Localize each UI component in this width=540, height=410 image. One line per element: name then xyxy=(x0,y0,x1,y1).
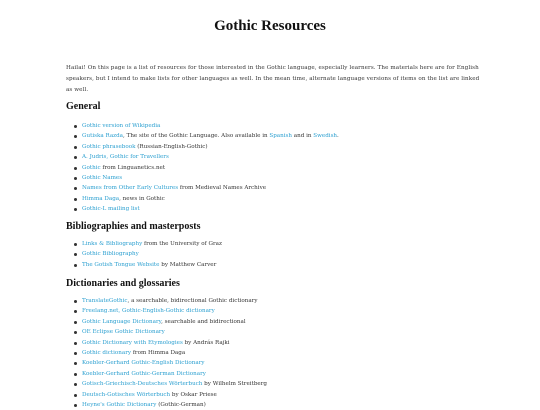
resource-link[interactable]: Gothic Bibliography xyxy=(82,251,139,258)
list-item xyxy=(66,152,339,162)
resource-link[interactable]: Gothic xyxy=(82,164,101,171)
resource-link[interactable]: OE Eclipse Gothic Dictionary xyxy=(82,329,165,336)
resource-link[interactable]: Gothic phrasebook xyxy=(82,143,136,150)
resource-link[interactable]: Gothic-L mailing list xyxy=(82,206,140,213)
list-item xyxy=(66,249,222,259)
resource-link[interactable]: TranslateGothic xyxy=(82,298,128,304)
list-item xyxy=(66,142,339,152)
list-item xyxy=(66,327,267,337)
resource-link[interactable]: Himma Daga xyxy=(82,195,120,202)
bibliographies-list xyxy=(66,239,222,270)
resource-link[interactable]: Deutsch-Gotisches Wörterbuch xyxy=(82,391,171,398)
resource-link[interactable]: Gutiska Razda xyxy=(82,133,124,140)
item-description: by Wilhelm Streitberg xyxy=(202,381,267,388)
list-item xyxy=(66,239,222,249)
resource-link[interactable]: Heyne's Gothic Dictionary xyxy=(82,401,157,408)
list-item xyxy=(66,204,339,214)
resource-link[interactable]: Gothic Names xyxy=(82,174,123,181)
resource-link[interactable]: Swedish xyxy=(313,133,338,140)
list-item xyxy=(66,348,267,358)
section-heading-bibliographies: Bibliographies and masterposts xyxy=(66,221,201,232)
intro-paragraph: Hailai! On this page is a list of resources for those interested in the Gothic language, especially learners. The materials here are for English speakers, but I intend to make lists for other languages as well. In the mean time, alternate language versions of items on the list are linked as well. xyxy=(66,65,480,93)
resource-link[interactable]: Koebler-Gerhard Gothic-German Dictionary xyxy=(82,370,206,377)
list-item xyxy=(66,358,267,368)
resource-link[interactable]: Gothic version of Wikipedia xyxy=(82,123,161,129)
resource-link[interactable]: Gothic Dictionary with Etymologies xyxy=(82,339,183,346)
item-description: , a searchable, bidirectional Gothic dictionary xyxy=(127,298,258,304)
resource-link[interactable]: Freelang.net, Gothic-English-Gothic dictionary xyxy=(82,308,215,315)
resource-link[interactable]: A. Judris, Gothic for Travellers xyxy=(82,154,169,161)
dictionaries-list xyxy=(66,296,267,410)
list-item xyxy=(66,260,222,270)
list-item xyxy=(66,317,267,327)
list-item xyxy=(66,306,267,316)
general-list xyxy=(66,121,339,215)
resource-link[interactable]: Koebler-Gerhard Gothic-English Dictionary xyxy=(82,360,205,367)
item-description: from Medieval Names Archive xyxy=(178,185,267,192)
item-description: from Linguanetics.net xyxy=(100,164,166,171)
list-item xyxy=(66,296,267,306)
list-item xyxy=(66,390,267,400)
list-item xyxy=(66,121,339,131)
resource-link[interactable]: The Gotish Tongue Website xyxy=(82,261,160,268)
section-heading-general: General xyxy=(66,101,101,112)
list-item xyxy=(66,338,267,348)
item-description: , The site of the Gothic Language. Also available in xyxy=(123,133,270,140)
page-title: Gothic Resources xyxy=(214,18,326,34)
list-item xyxy=(66,163,339,173)
list-item xyxy=(66,369,267,379)
list-item xyxy=(66,194,339,204)
resource-link[interactable]: Gothic dictionary xyxy=(82,349,132,356)
resource-link[interactable]: Links & Bibliography xyxy=(82,241,143,247)
list-item xyxy=(66,379,267,389)
item-description: from Himma Daga xyxy=(131,349,186,356)
item-description: by Matthew Carver xyxy=(159,261,217,268)
item-description: (Russian-English-Gothic) xyxy=(135,143,208,150)
resource-link[interactable]: Gotisch-Griechisch-Deutsches Wörterbuch xyxy=(82,381,203,388)
resource-link[interactable]: Gothic Language Dictionary xyxy=(82,318,162,325)
item-description: by Oskar Priese xyxy=(170,391,217,398)
section-heading-dictionaries: Dictionaries and glossaries xyxy=(66,278,180,289)
item-description: from the University of Graz xyxy=(142,241,222,247)
list-item xyxy=(66,173,339,183)
item-description: (Gothic-German) xyxy=(156,401,206,408)
item-description: , news in Gothic xyxy=(119,195,165,202)
item-description: , searchable and bidirectional xyxy=(161,318,246,325)
resource-link[interactable]: Names from Other Early Cultures xyxy=(82,185,179,192)
item-description: . xyxy=(337,133,339,140)
list-item xyxy=(66,183,339,193)
list-item xyxy=(66,131,339,141)
item-description: and in xyxy=(292,133,314,140)
resource-link[interactable]: Spanish xyxy=(269,133,293,140)
item-description: by András Rajki xyxy=(182,339,230,346)
